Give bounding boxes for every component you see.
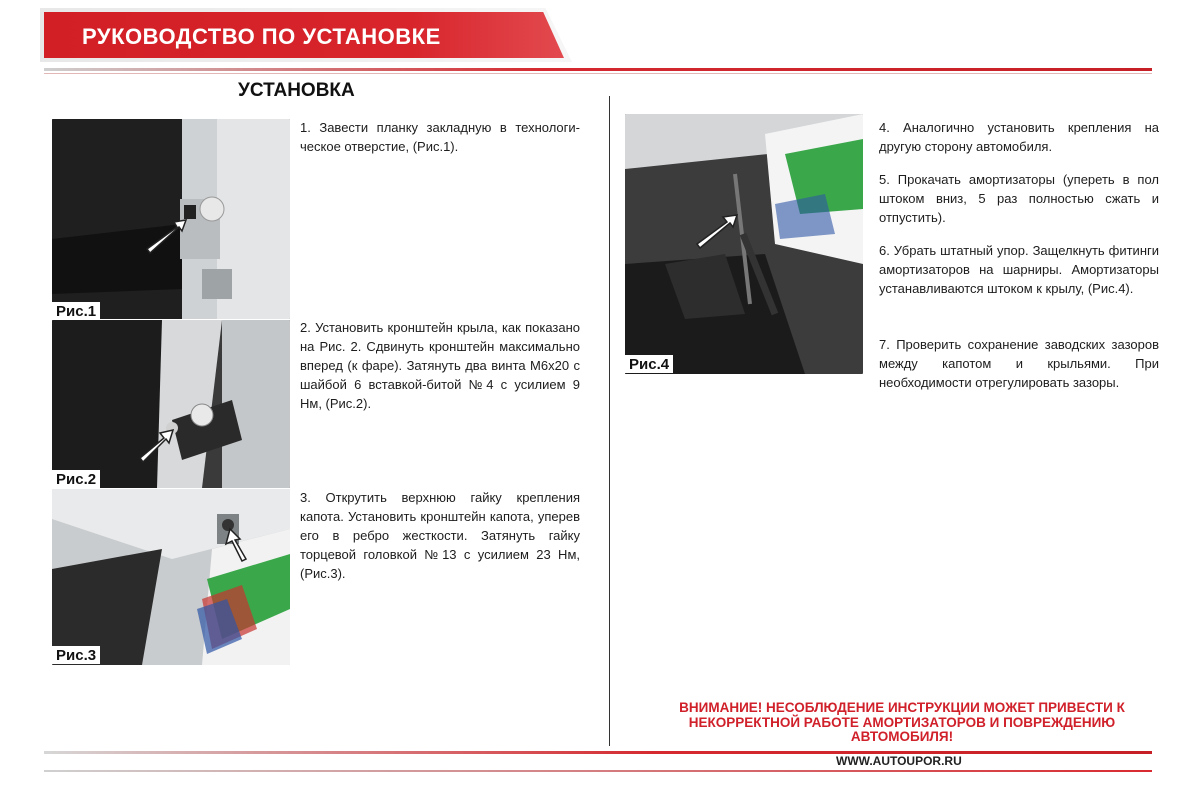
step-5-text: 5. Прокачать амортизаторы (упереть в пол штоком вниз, 5 раз полностью сжать и отпустить). <box>879 172 1159 225</box>
figure-3-label: Рис.3 <box>52 646 100 664</box>
figure-2-photo <box>52 320 290 488</box>
warning-text: ВНИМАНИЕ! НЕСОБЛЮДЕНИЕ ИНСТРУКЦИИ МОЖЕТ ПРИВЕСТИ К НЕКОРРЕКТНОЙ РАБОТЕ АМОРТИЗАТОРОВ И ПОВРЕЖДЕНИЮ АВТОМОБИЛЯ! <box>679 700 1125 744</box>
figure-4-label: Рис.4 <box>625 355 673 373</box>
step-1-text: 1. Завести планку закладную в технологи-ческое отверстие, (Рис.1). <box>300 120 580 154</box>
step-3-text: 3. Открутить верхнюю гайку крепления капота. Установить кронштейн капота, уперев его в ребро жесткости. Затянуть гайку торцевой головкой №13 с усилием 23 Нм, (Рис.3). <box>300 490 580 581</box>
footer-url: WWW.AUTOUPOR.RU <box>836 754 962 768</box>
figure-4-photo <box>625 114 863 374</box>
column-divider <box>609 96 610 746</box>
step-2-text: 2. Установить кронштейн крыла, как показано на Рис. 2. Сдвинуть кронштейн максимально вперед (к фаре). Затянуть два винта М6х20 с шайбой 6 вставкой-битой №4 с усилием 9 Нм, (Рис.2). <box>300 320 580 411</box>
figure-3-photo <box>52 489 290 665</box>
figure-1-photo <box>52 119 290 319</box>
step-6-text: 6. Убрать штатный упор. Защелкнуть фитинги амортизаторов на шарниры. Амортизаторы устанавливаются штоком к крылу, (Рис.4). <box>879 243 1159 296</box>
figure-1-label: Рис.1 <box>52 302 100 320</box>
header-divider <box>44 68 1152 71</box>
header-title: РУКОВОДСТВО ПО УСТАНОВКЕ <box>82 24 441 49</box>
section-title: УСТАНОВКА <box>238 80 355 101</box>
footer-divider-lower <box>44 770 1152 772</box>
step-7-text: 7. Проверить сохранение заводских зазоров между капотом и крыльями. При необходимости отрегулировать зазоры. <box>879 337 1159 390</box>
figure-2-label: Рис.2 <box>52 470 100 488</box>
header-divider-thin <box>44 73 1152 74</box>
step-4-text: 4. Аналогично установить крепления на другую сторону автомобиля. <box>879 120 1159 154</box>
footer-divider <box>44 751 1152 754</box>
